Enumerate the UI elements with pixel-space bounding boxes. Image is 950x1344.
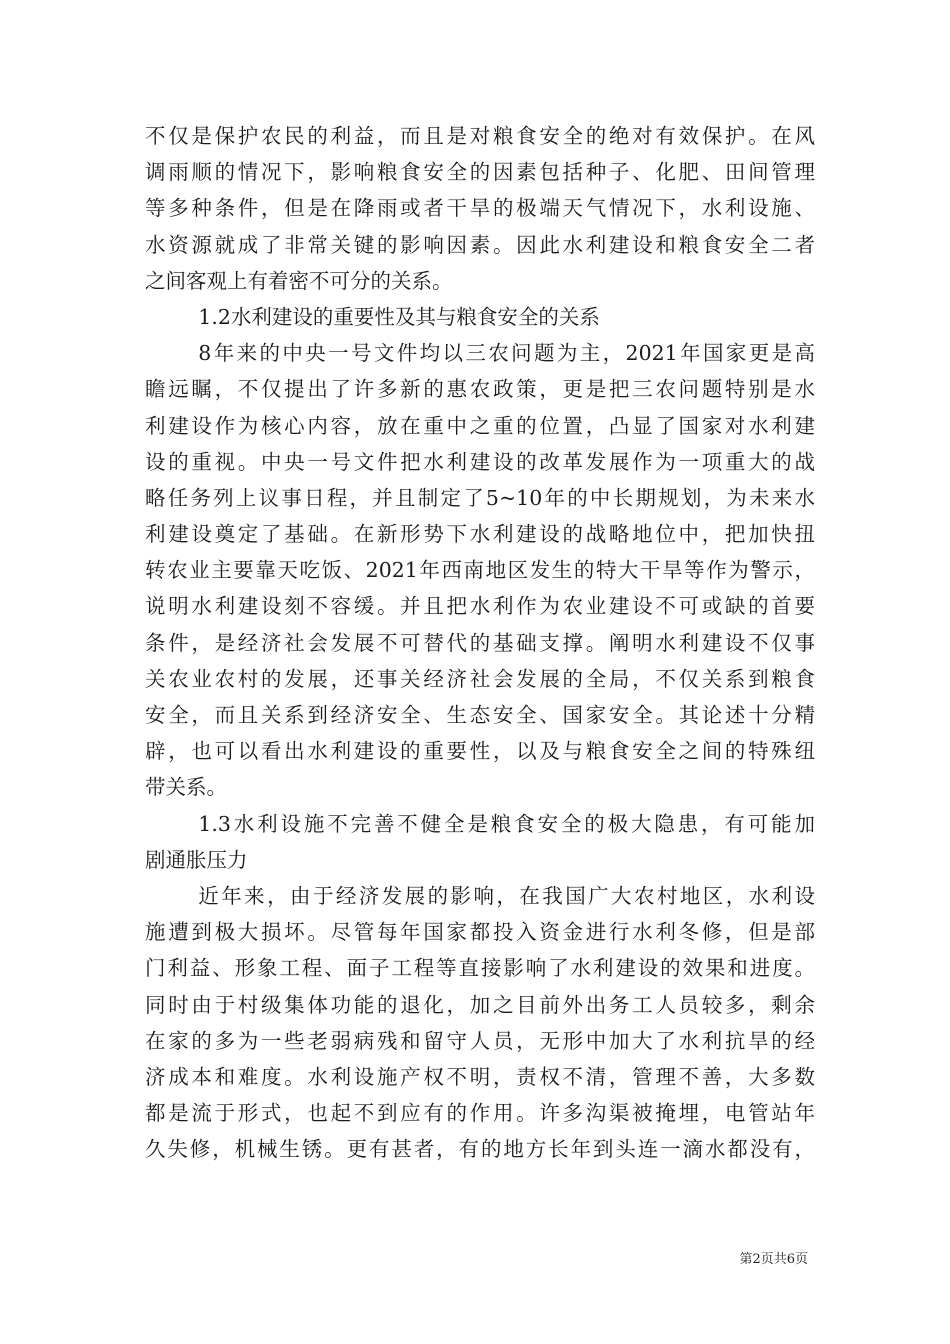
text-line: 8年来的中央一号文件均以三农问题为主，2021年国家更是高 <box>198 341 815 366</box>
text-line: 利建设作为核心内容，放在重中之重的位置，凸显了国家对水利建 <box>145 413 815 438</box>
text-line: 都是流于形式，也起不到应有的作用。许多沟渠被掩埋，电管站年 <box>145 1101 815 1126</box>
paragraph <box>145 878 815 1168</box>
text-line: 久失修，机械生锈。更有甚者，有的地方长年到头连一滴水都没有， <box>145 1137 815 1162</box>
section-heading <box>145 806 815 878</box>
page-number: 第2页共6页 <box>739 1252 808 1267</box>
text-line: 施遭到极大损坏。尽管每年国家都投入资金进行水利冬修，但是部 <box>145 920 815 945</box>
text-line: 调雨顺的情况下，影响粮食安全的因素包括种子、化肥、田间管理 <box>145 160 815 185</box>
text-line: 同时由于村级集体功能的退化，加之目前外出务工人员较多，剩余 <box>145 992 815 1017</box>
text-line: 近年来，由于经济发展的影响，在我国广大农村地区，水利设 <box>198 883 815 908</box>
text-line: 济成本和难度。水利设施产权不明，责权不清，管理不善，大多数 <box>145 1064 815 1089</box>
document-body <box>145 118 815 1167</box>
text-line: 转农业主要靠天吃饭、2021年西南地区发生的特大干旱等作为警示， <box>145 558 815 583</box>
text-line: 等多种条件，但是在降雨或者干旱的极端天气情况下，水利设施、 <box>145 196 815 221</box>
section-heading <box>145 299 815 335</box>
text-line: 略任务列上议事日程，并且制定了5~10年的中长期规划，为未来水 <box>145 485 815 510</box>
heading-line: 1.2水利建设的重要性及其与粮食安全的关系 <box>198 304 600 329</box>
text-line: 带关系。 <box>145 775 227 800</box>
text-line: 瞻远瞩，不仅提出了许多新的惠农政策，更是把三农问题特别是水 <box>145 377 815 402</box>
text-line: 关农业农村的发展，还事关经济社会发展的全局，不仅关系到粮食 <box>145 666 815 691</box>
text-line: 门利益、形象工程、面子工程等直接影响了水利建设的效果和进度。 <box>145 956 815 981</box>
heading-line: 1.3水利设施不完善不健全是粮食安全的极大隐患，有可能加 <box>198 811 815 836</box>
paragraph <box>145 335 815 805</box>
text-line: 安全，而且关系到经济安全、生态安全、国家安全。其论述十分精 <box>145 703 815 727</box>
text-line: 条件，是经济社会发展不可替代的基础支撑。阐明水利建设不仅事 <box>145 630 815 655</box>
text-line: 水资源就成了非常关键的影响因素。因此水利建设和粮食安全二者 <box>145 232 815 257</box>
paragraph <box>145 118 815 299</box>
text-line: 设的重视。中央一号文件把水利建设的改革发展作为一项重大的战 <box>145 449 815 474</box>
text-line: 在家的多为一些老弱病残和留守人员，无形中加大了水利抗旱的经 <box>145 1028 815 1053</box>
heading-line: 剧通胀压力 <box>145 847 248 872</box>
text-line: 辟，也可以看出水利建设的重要性，以及与粮食安全之间的特殊纽 <box>145 739 815 764</box>
text-line: 说明水利建设刻不容缓。并且把水利作为农业建设不可或缺的首要 <box>145 594 815 619</box>
text-line: 不仅是保护农民的利益，而且是对粮食安全的绝对有效保护。在风 <box>145 124 815 148</box>
text-line: 利建设奠定了基础。在新形势下水利建设的战略地位中，把加快扭 <box>145 522 815 547</box>
text-line: 之间客观上有着密不可分的关系。 <box>145 268 453 293</box>
